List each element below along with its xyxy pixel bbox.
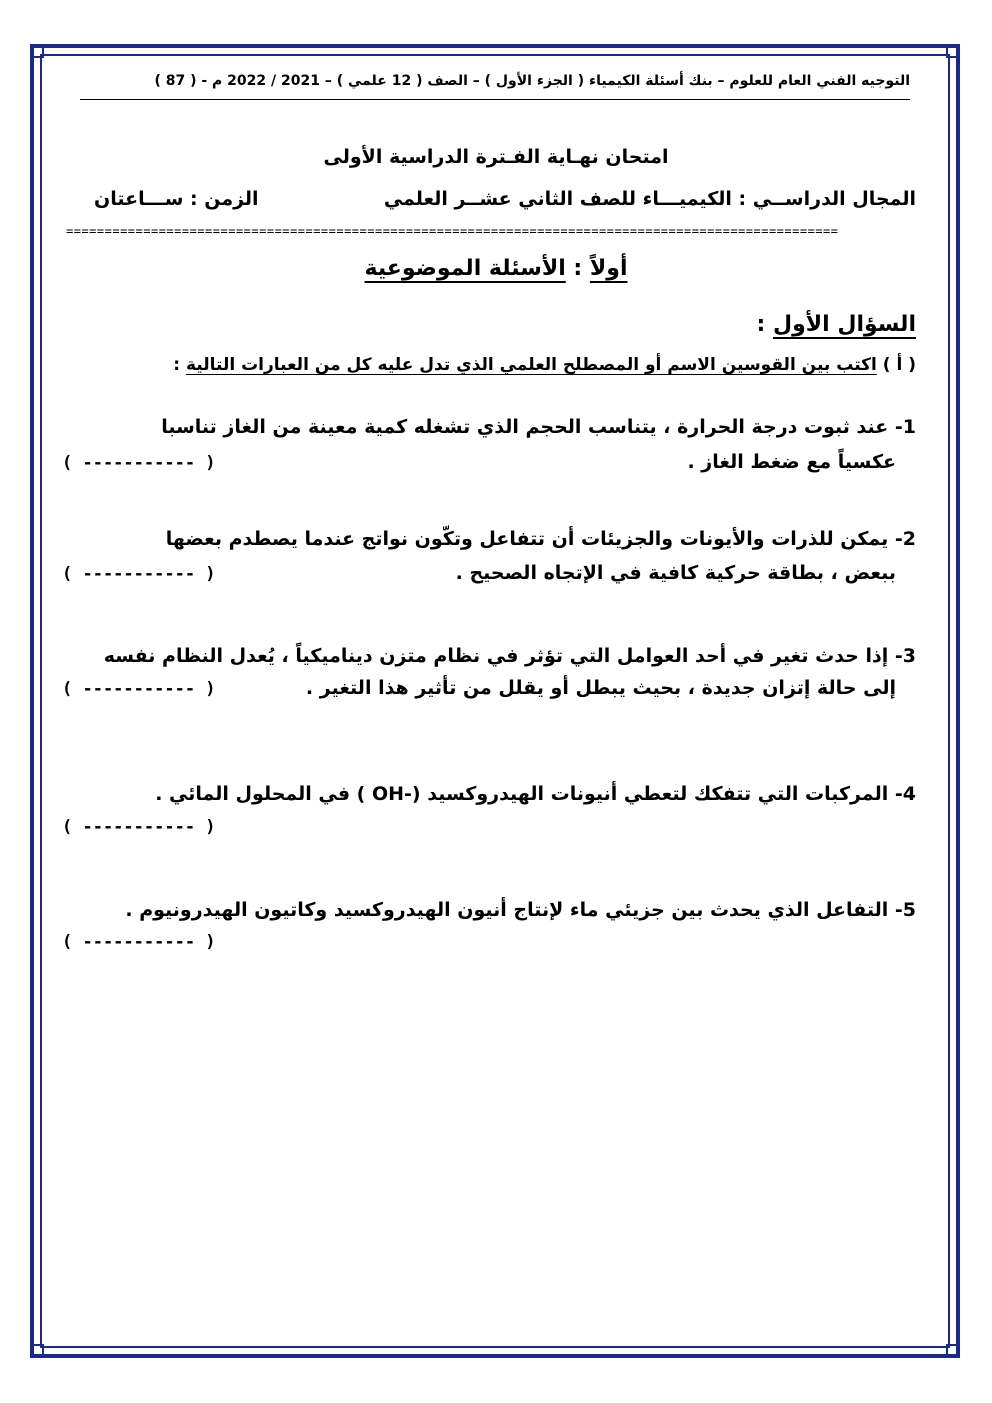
item-3-text-cont: إلى حالة إتزان جديدة ، بحيث يبطل أو يقلل من تأثير هذا التغير . — [305, 677, 896, 699]
section-label: الأسئلة الموضوعية — [364, 256, 566, 281]
answer-blank-5[interactable]: ( ----------- ) — [62, 932, 216, 952]
answer-blank-2[interactable]: ( ----------- ) — [62, 564, 216, 584]
question-suffix: : — [756, 312, 766, 337]
instruction — [173, 355, 916, 375]
answer-blank-1[interactable]: ( ----------- ) — [62, 453, 216, 473]
question-title — [757, 312, 916, 337]
question-label: السؤال الأول — [773, 312, 916, 337]
border-corner — [946, 1344, 960, 1358]
answer-blank-3[interactable]: ( ----------- ) — [62, 679, 216, 699]
instruction-suffix: : — [173, 355, 181, 375]
border-corner — [30, 44, 44, 58]
page-header: التوجيه الفني العام للعلوم – بنك أسئلة الكيمياء ( الجزء الأول ) – الصف ( 12 علمي ) – 2021 / 2022 م - ( 87 ) — [80, 73, 910, 100]
page-border-inner — [40, 54, 950, 1348]
section-title: أولاً : الأسئلة الموضوعية — [364, 256, 628, 281]
item-1-text-cont: عكسياً مع ضغط الغاز . — [687, 451, 896, 473]
answer-blank-4[interactable]: ( ----------- ) — [62, 817, 216, 837]
border-corner — [30, 1344, 44, 1358]
section-prefix: أولاً — [589, 256, 628, 281]
item-3-text: 3- إذا حدث تغير في أحد العوامل التي تؤثر في نظام متزن ديناميكياً ، يُعدل النظام نفسه — [103, 645, 916, 667]
exam-duration: الزمن : ســـاعتان — [94, 188, 259, 210]
item-4-text: 4- المركبات التي تتفكك لتعطي أنيونات الهيدروكسيد (-OH ) في المحلول المائي . — [155, 783, 916, 805]
part-letter: ( أ ) — [882, 355, 916, 375]
item-5-text: 5- التفاعل الذي يحدث بين جزيئي ماء لإنتاج أنيون الهيدروكسيد وكاتيون الهيدرونيوم . — [125, 899, 916, 921]
exam-title: امتحان نهـاية الفـترة الدراسية الأولى — [323, 146, 669, 168]
item-2-text-cont: ببعض ، بطاقة حركية كافية في الإتجاه الصحيح . — [455, 562, 896, 584]
subject-line: المجال الدراســي : الكيميـــاء للصف الثاني عشــر العلمي — [383, 188, 916, 210]
item-1-text: 1- عند ثبوت درجة الحرارة ، يتناسب الحجم الذي تشغله كمية معينة من الغاز تناسبا — [161, 416, 916, 438]
item-2-text: 2- يمكن للذرات والأيونات والجزيئات أن تتفاعل وتكّون نواتج عندما يصطدم بعضها — [165, 528, 916, 550]
instruction-text: اكتب بين القوسين الاسم أو المصطلح العلمي الذي تدل عليه كل من العبارات التالية — [185, 355, 877, 375]
border-corner — [946, 44, 960, 58]
separator-line: ==================================================================================================== — [66, 224, 839, 238]
